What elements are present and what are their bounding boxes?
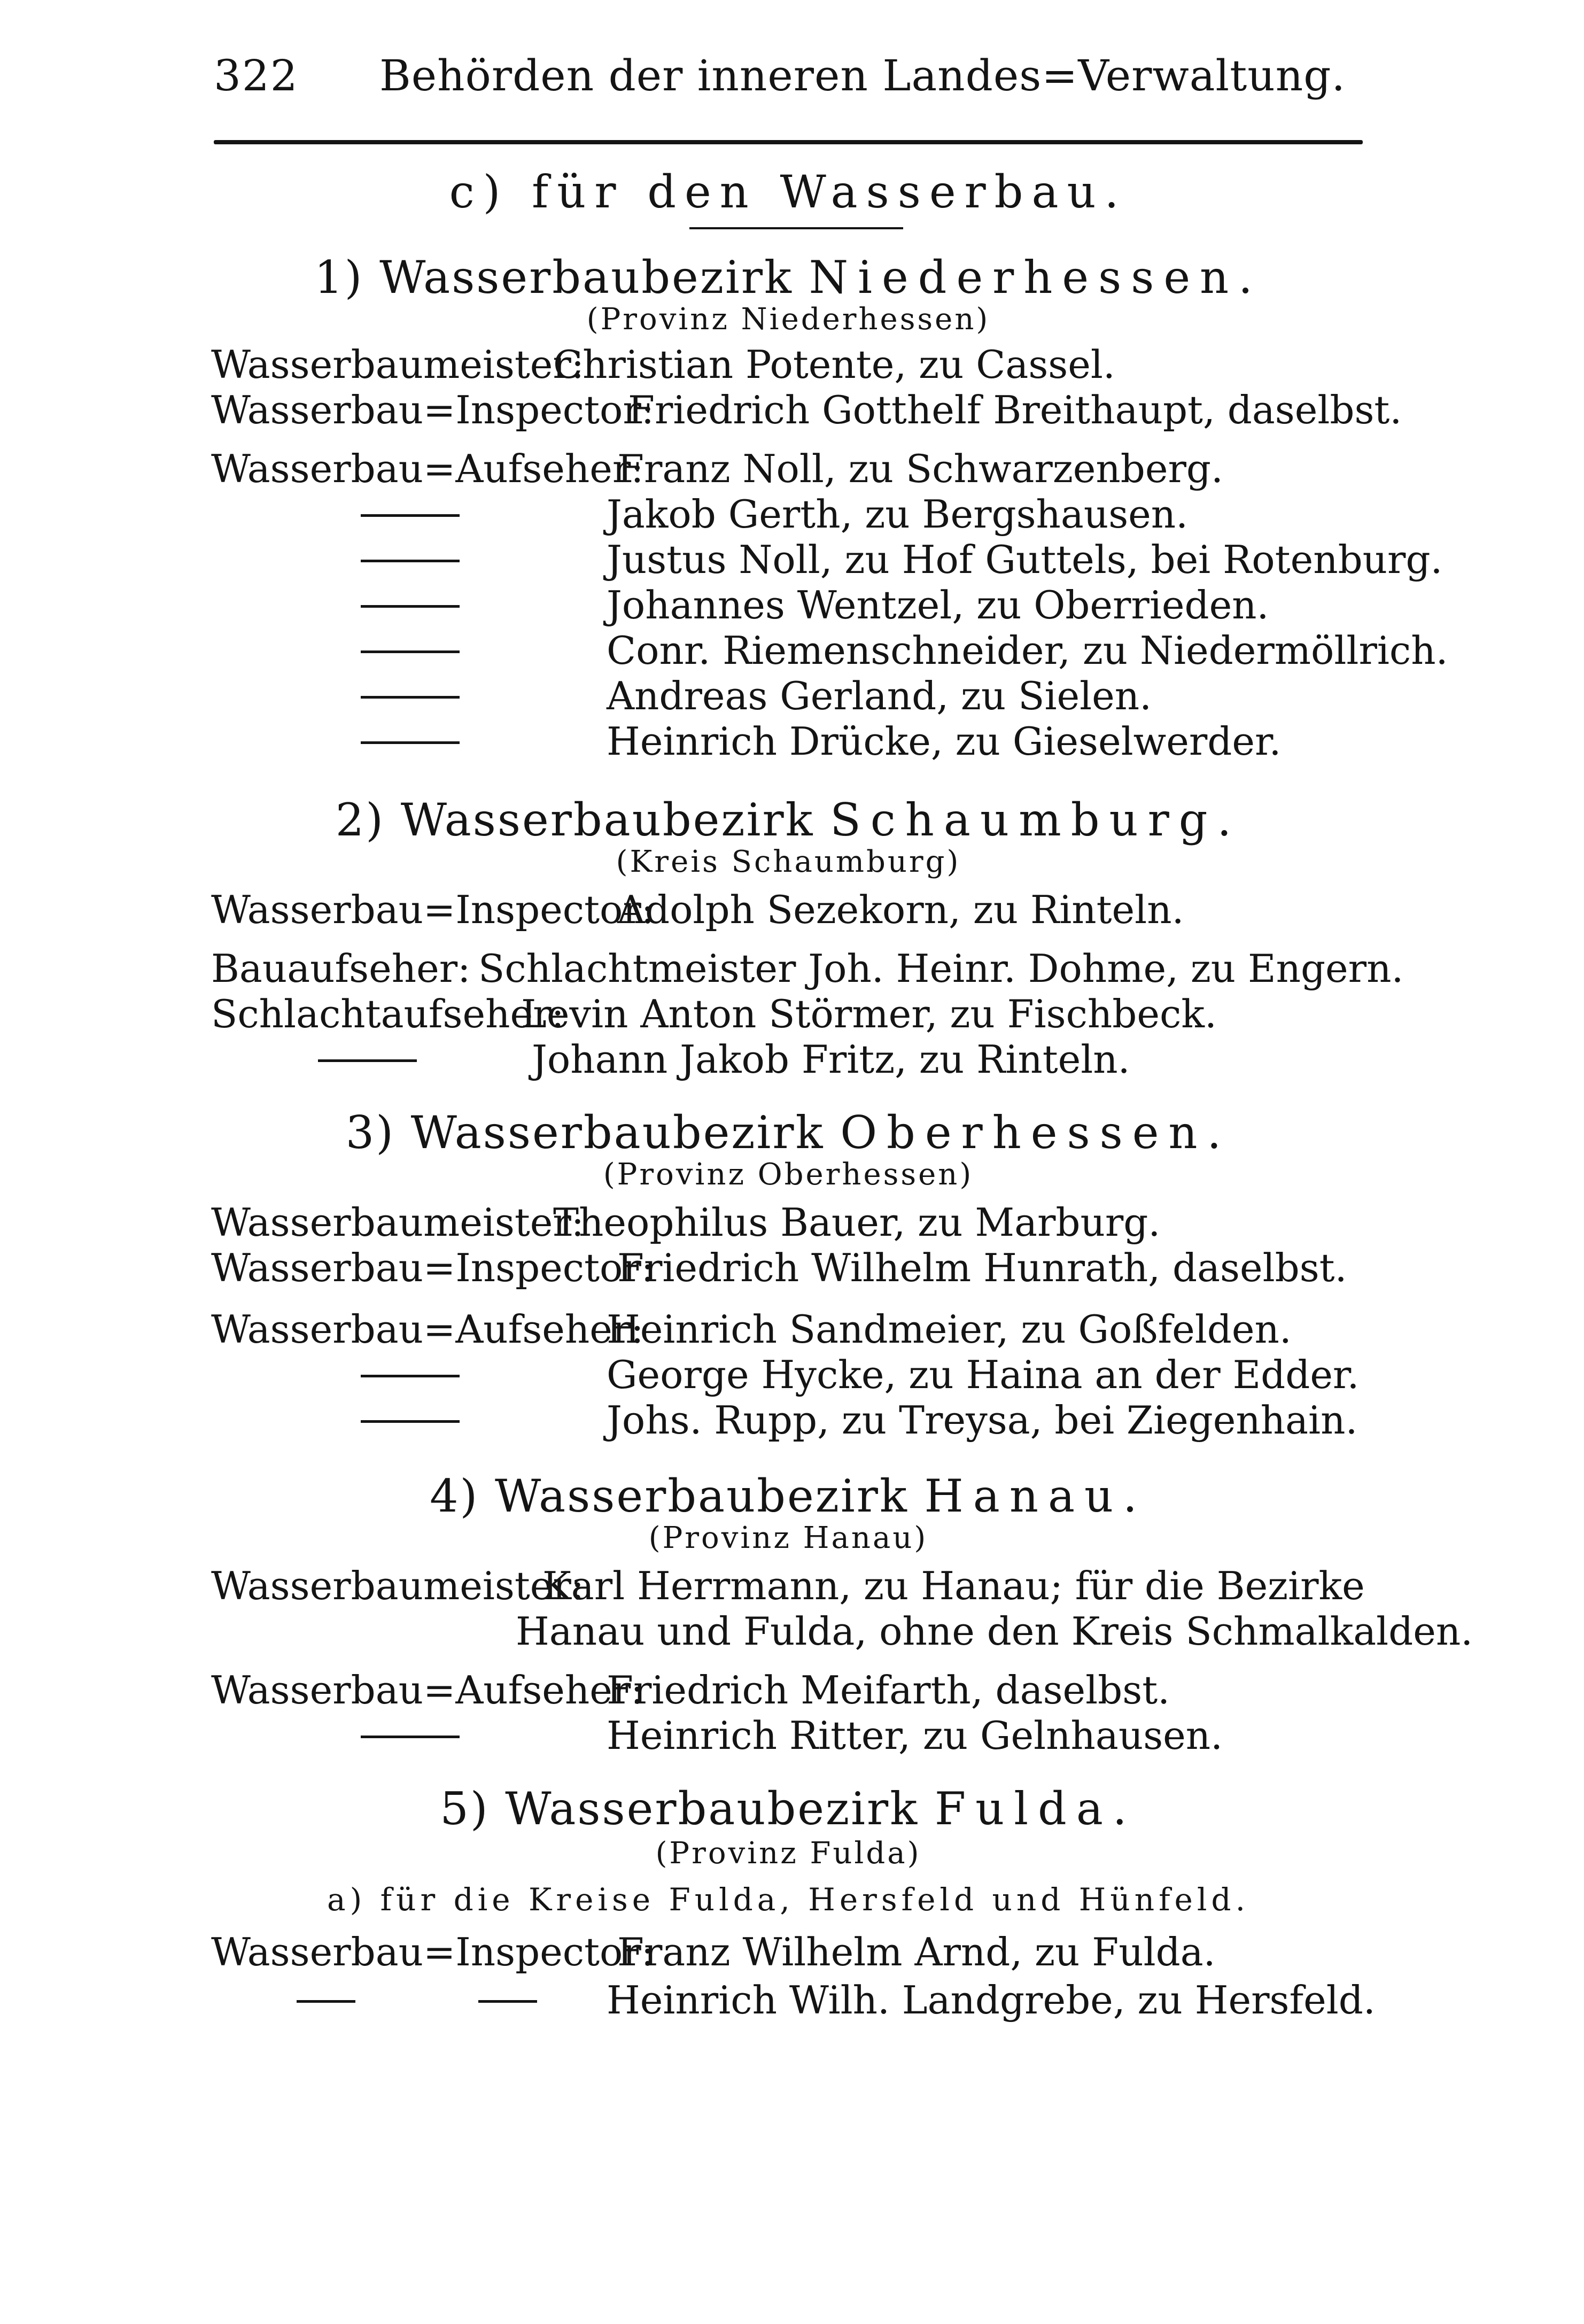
district-number: 4) [430,1470,479,1522]
person-entry: Heinrich Drücke, zu Gieselwerder. [607,719,1282,764]
person-entry: Johann Jakob Fritz, zu Rinteln. [532,1037,1130,1082]
province-label: (Provinz Hanau) [648,1521,928,1555]
district-name: Schaumburg. [830,794,1241,846]
province-label: (Provinz Oberhessen) [603,1157,974,1192]
person-entry: Adolph Sezekorn, zu Rinteln. [617,887,1184,932]
role-label: Schlachtaufseher: [211,991,564,1036]
role-label: Wasserbaumeister: [211,1563,585,1608]
role-label: Wasserbau=Inspector: [211,388,655,432]
district-number: 5) [440,1783,490,1835]
ditto-dash [361,696,460,699]
role-label: Wasserbaumeister: [211,342,585,387]
ditto-dash [361,1736,460,1738]
role-label: Wasserbau=Inspector: [211,1245,655,1290]
ditto-dash [361,1420,460,1423]
person-entry: Friedrich Meifarth, daselbst. [607,1668,1170,1713]
district-name: Hanau. [924,1470,1147,1522]
person-entry: Franz Noll, zu Schwarzenberg. [617,446,1223,491]
district-label: Wasserbaubezirk [379,251,793,304]
province-label: (Provinz Niederhessen) [586,302,990,337]
page-number: 322 [214,51,299,100]
person-entry: Johannes Wentzel, zu Oberrieden. [607,583,1269,628]
ditto-dash [478,2000,537,2003]
district-heading [214,251,1363,304]
subsection-heading: a) für die Kreise Fulda, Hersfeld und Hünfeld. [327,1881,1249,1918]
district-name: Oberhessen. [840,1106,1231,1159]
person-entry: Friedrich Wilhelm Hunrath, daselbst. [617,1245,1347,1290]
person-entry: Levin Anton Störmer, zu Fischbeck. [521,991,1217,1036]
district-heading [214,1470,1363,1522]
district-number: 2) [335,794,385,846]
role-label: Wasserbaumeister: [211,1200,585,1245]
province-label: (Kreis Schaumburg) [616,845,961,879]
person-entry: Karl Herrmann, zu Hanau; für die Bezirke [542,1563,1365,1608]
person-entry: Johs. Rupp, zu Treysa, bei Ziegenhain. [607,1398,1358,1443]
role-label: Bauaufseher: [211,946,471,991]
district-name: Niederhessen. [809,251,1262,304]
district-heading [214,794,1363,846]
ditto-dash [361,514,460,517]
district-label: Wasserbaubezirk [495,1470,909,1522]
header-rule [214,140,1363,144]
province-label: (Provinz Fulda) [655,1836,921,1871]
person-entry: Heinrich Sandmeier, zu Goßfelden. [607,1307,1292,1352]
page-header [214,51,1360,110]
person-entry-continuation: Hanau und Fulda, ohne den Kreis Schmalkalden. [516,1609,1473,1654]
person-entry: Conr. Riemenschneider, zu Niedermöllrich. [607,628,1448,673]
person-entry: George Hycke, zu Haina an der Edder. [607,1352,1360,1397]
ditto-dash [361,1375,460,1377]
section-heading: c) für den Wasserbau. [449,166,1128,218]
role-label: Wasserbau=Aufseher: [211,1307,644,1352]
person-entry: Justus Noll, zu Hof Guttels, bei Rotenburg. [607,537,1443,582]
district-label: Wasserbaubezirk [400,794,814,846]
heading-rule [689,227,903,229]
ditto-dash [361,650,460,653]
district-number: 1) [314,251,364,304]
role-label: Wasserbau=Aufseher: [211,446,644,491]
role-label: Wasserbau=Inspector: [211,887,655,932]
person-entry: Jakob Gerth, zu Bergshausen. [607,492,1189,537]
person-entry: Christian Potente, zu Cassel. [553,342,1115,387]
person-entry: Theophilus Bauer, zu Marburg. [553,1200,1161,1245]
ditto-dash [361,605,460,608]
district-name: Fulda. [934,1783,1137,1835]
role-label: Wasserbau=Aufseher: [211,1668,644,1713]
running-title: Behörden der inneren Landes=Verwaltung. [379,51,1346,100]
ditto-dash [318,1059,417,1062]
ditto-dash [297,2000,355,2003]
ditto-dash [361,560,460,562]
person-entry: Heinrich Wilh. Landgrebe, zu Hersfeld. [607,1978,1376,2023]
person-entry: Franz Wilhelm Arnd, zu Fulda. [617,1930,1216,1974]
person-entry: Andreas Gerland, zu Sielen. [607,673,1152,718]
person-entry: Schlachtmeister Joh. Heinr. Dohme, zu Engern. [478,946,1404,991]
district-label: Wasserbaubezirk [410,1106,825,1159]
district-label: Wasserbaubezirk [505,1783,919,1835]
district-heading [214,1783,1363,1835]
role-label: Wasserbau=Inspector: [211,1930,655,1974]
person-entry: Friedrich Gotthelf Breithaupt, daselbst. [628,388,1402,432]
district-number: 3) [345,1106,395,1159]
district-heading [214,1106,1363,1159]
person-entry: Heinrich Ritter, zu Gelnhausen. [607,1713,1223,1758]
ditto-dash [361,741,460,744]
